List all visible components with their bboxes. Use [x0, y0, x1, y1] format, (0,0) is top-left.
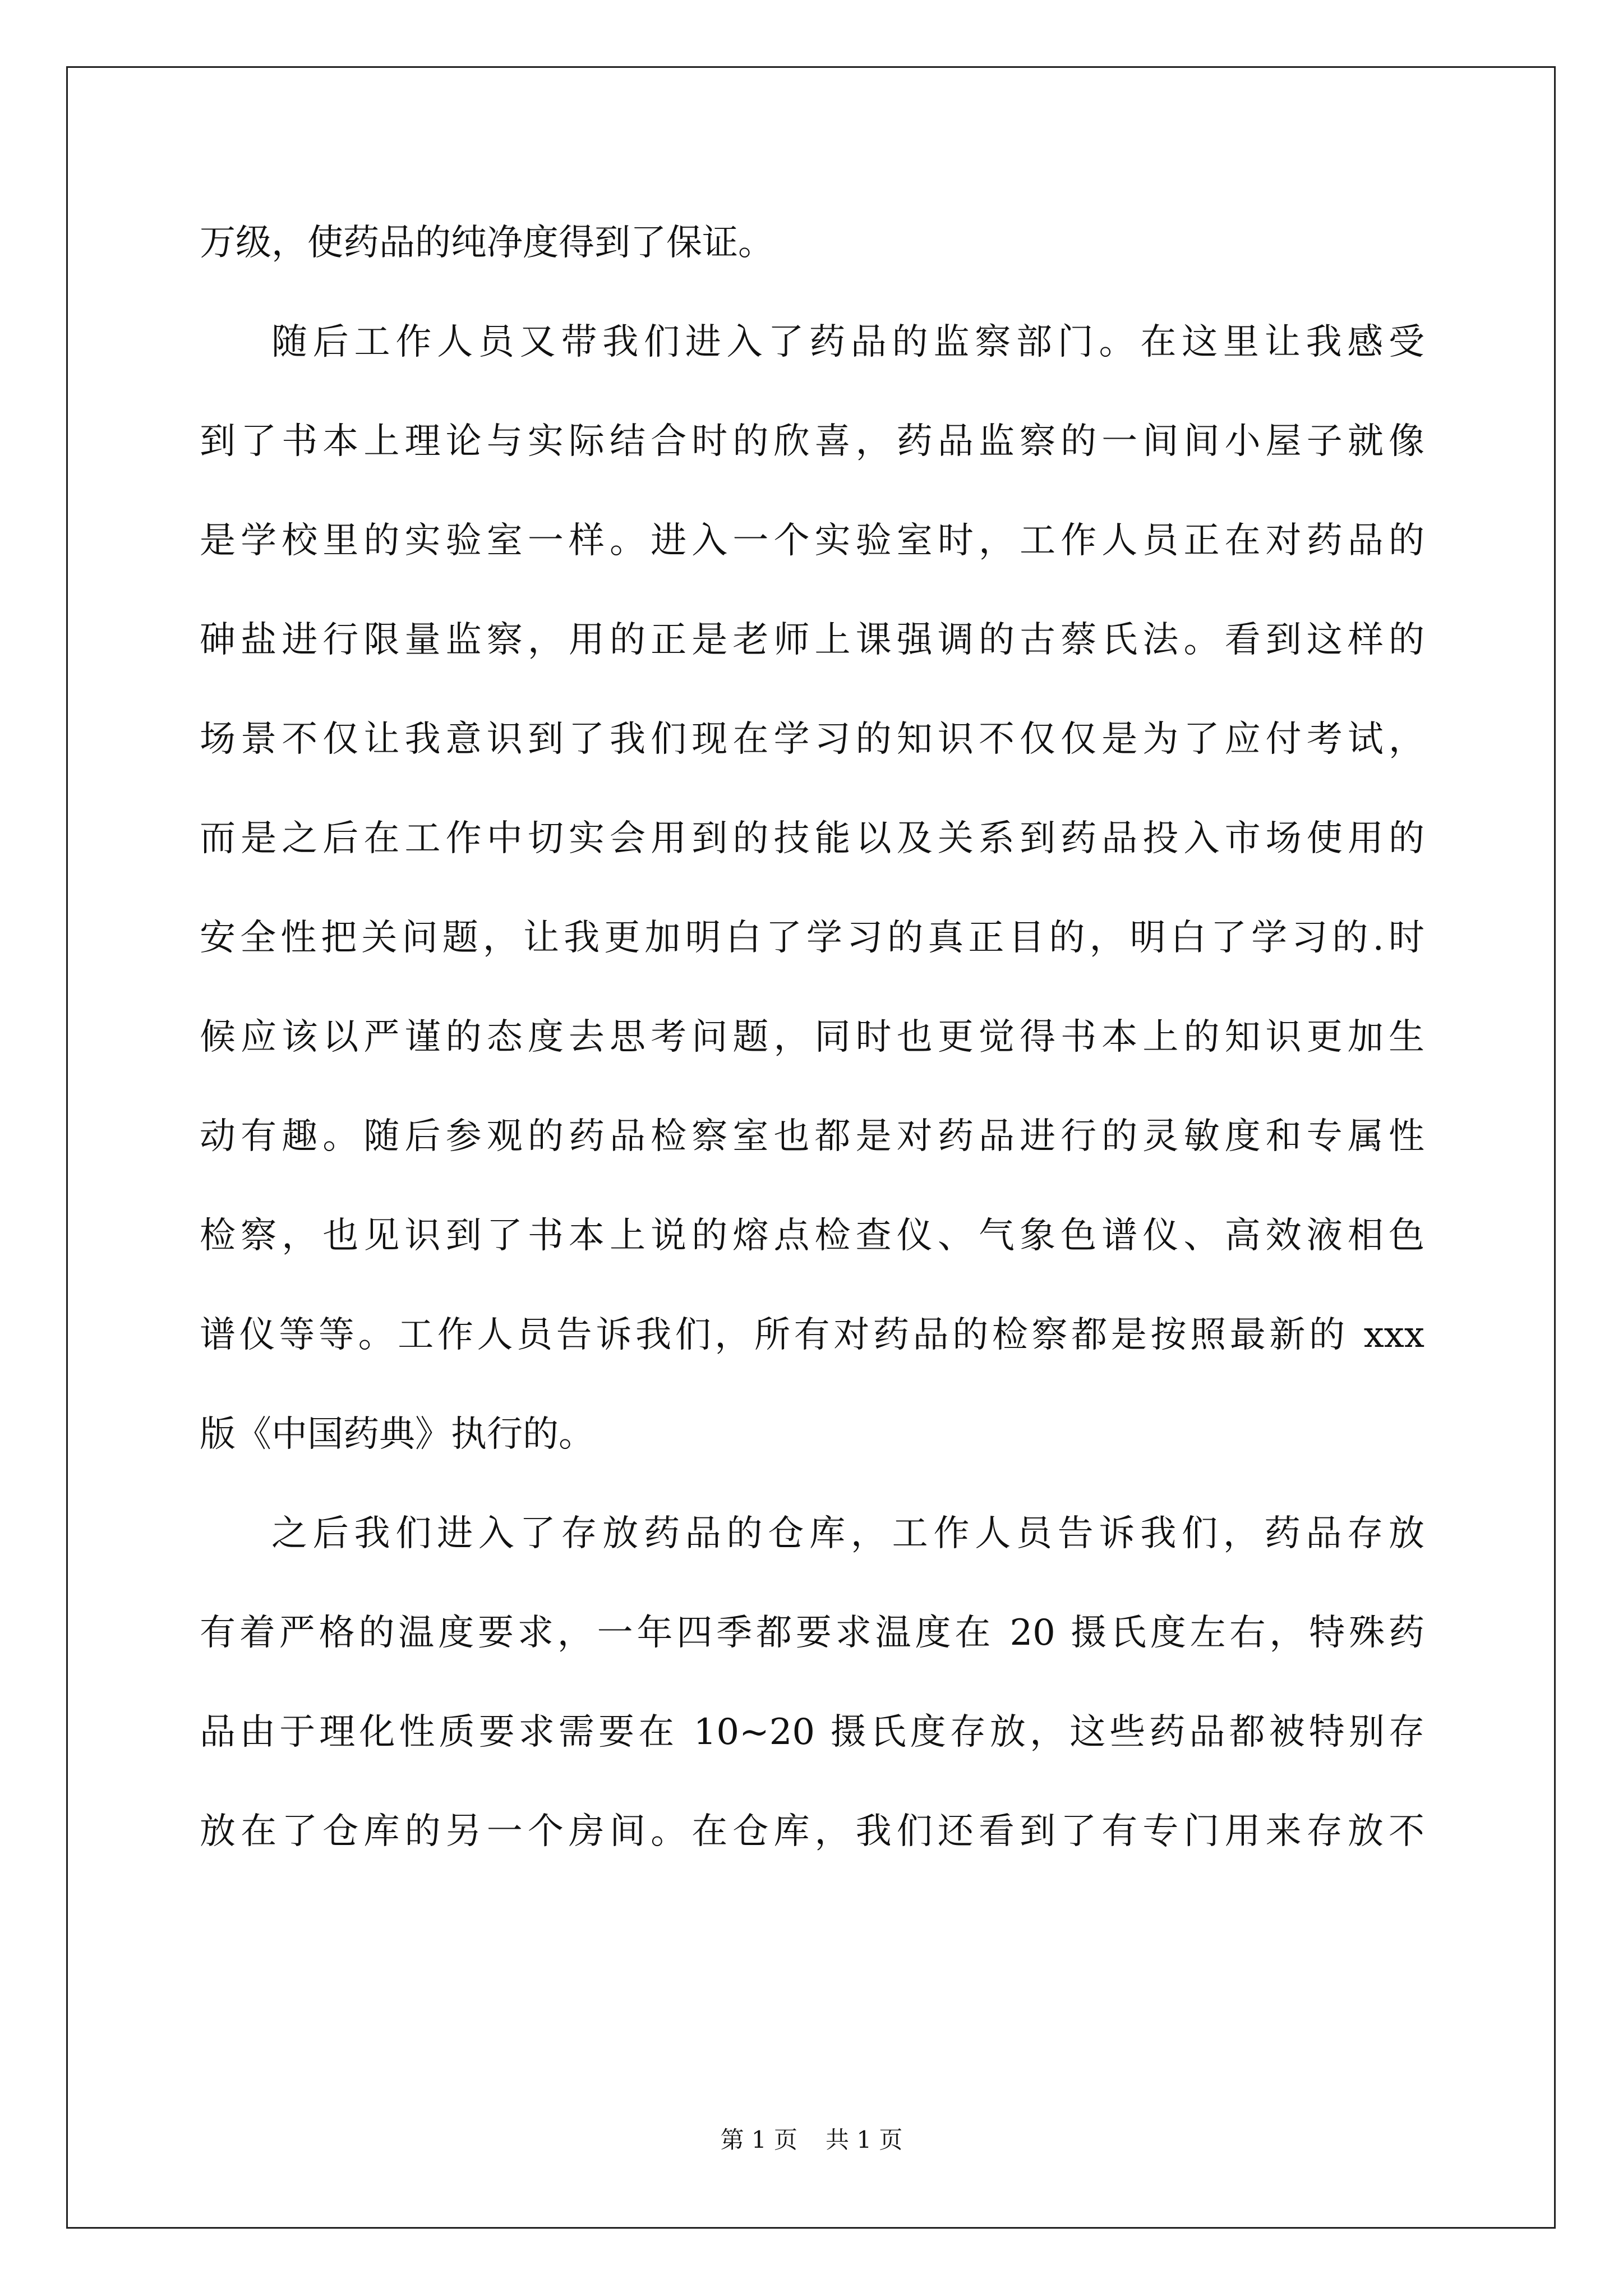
paragraph-line: 版《中国药典》执行的。 — [200, 1414, 594, 1455]
paragraph-line: 万级，使药品的纯净度得到了保证。 — [200, 222, 774, 264]
paragraph-line: 检察，也见识到了书本上说的熔点检查仪、气象色谱仪、高效液相色 — [200, 1215, 1424, 1257]
paragraph-line: 而是之后在工作中切实会用到的技能以及关系到药品投入市场使用的 — [200, 818, 1424, 859]
paragraph-line: 之后我们进入了存放药品的仓库，工作人员告诉我们，药品存放 — [271, 1513, 1424, 1554]
paragraph-line: 谱仪等等。工作人员告诉我们，所有对药品的检察都是按照最新的 xxx — [200, 1314, 1424, 1356]
page-number: 第 1 页 — [720, 2126, 797, 2154]
paragraph-line: 安全性把关问题，让我更加明白了学习的真正目的，明白了学习的.时 — [200, 917, 1424, 959]
paragraph-line: 品由于理化性质要求需要在 10~20 摄氏度存放，这些药品都被特别存 — [200, 1711, 1424, 1753]
paragraph-line: 候应该以严谨的态度去思考问题，同时也更觉得书本上的知识更加生 — [200, 1016, 1424, 1058]
paragraph-line: 有着严格的温度要求，一年四季都要求温度在 20 摄氏度左右，特殊药 — [200, 1612, 1424, 1654]
paragraph-line: 动有趣。随后参观的药品检察室也都是对药品进行的灵敏度和专属性 — [200, 1116, 1424, 1157]
document-body — [200, 194, 1424, 1881]
paragraph-line: 随后工作人员又带我们进入了药品的监察部门。在这里让我感受 — [271, 321, 1424, 363]
paragraph-line: 场景不仅让我意识到了我们现在学习的知识不仅仅是为了应付考试， — [200, 719, 1424, 760]
paragraph-line: 到了书本上理论与实际结合时的欣喜，药品监察的一间间小屋子就像 — [200, 421, 1424, 462]
paragraph-line: 放在了仓库的另一个房间。在仓库，我们还看到了有专门用来存放不 — [200, 1811, 1424, 1852]
page-total: 共 1 页 — [826, 2126, 903, 2154]
paragraph-line: 砷盐进行限量监察，用的正是老师上课强调的古蔡氏法。看到这样的 — [200, 619, 1424, 661]
page-footer — [0, 2123, 1623, 2157]
paragraph-line: 是学校里的实验室一样。进入一个实验室时，工作人员正在对药品的 — [200, 520, 1424, 562]
